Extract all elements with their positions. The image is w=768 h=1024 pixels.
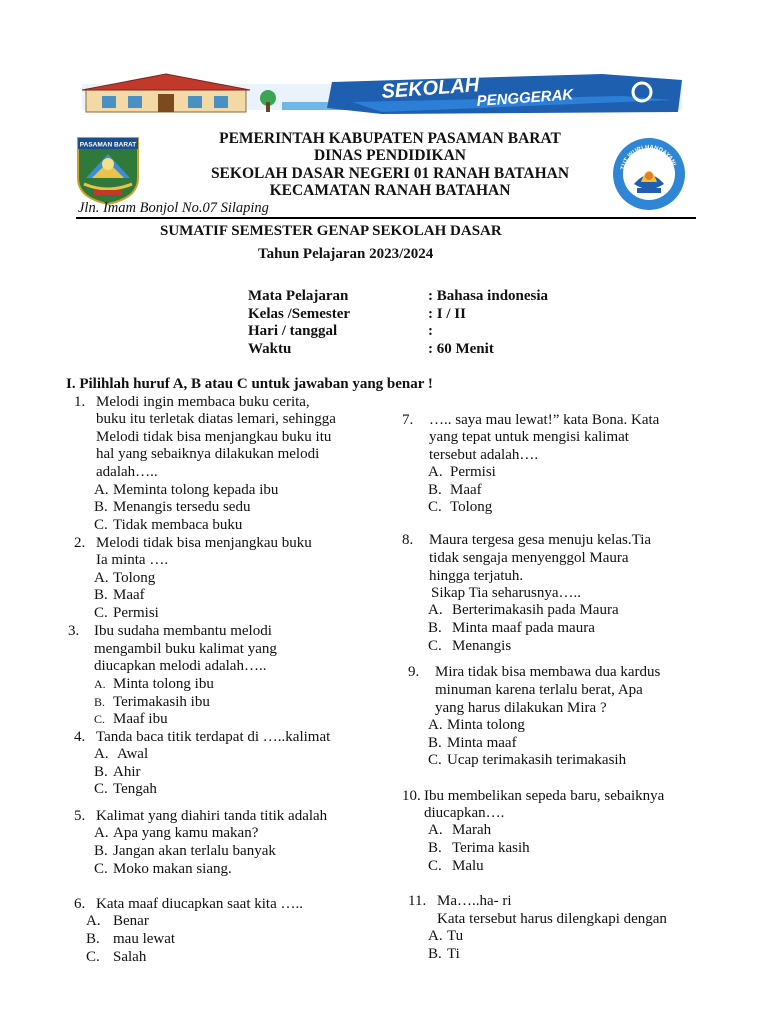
option-letter: B.	[428, 735, 442, 751]
option-letter: B.	[428, 946, 442, 962]
question-text: minuman karena terlalu berat, Apa	[435, 682, 643, 698]
pasaman-barat-emblem	[74, 134, 142, 206]
option-text: Tengah	[113, 781, 157, 797]
question-text: buku itu terletak diatas lemari, sehingga	[96, 411, 336, 427]
question-number: 2.	[74, 535, 86, 551]
option-letter: B.	[428, 620, 442, 636]
question-text: tidak sengaja menyenggol Maura	[429, 550, 629, 566]
letterhead-line-1: PEMERINTAH KABUPATEN PASAMAN BARAT	[219, 130, 561, 147]
svg-text:PENGGERAK: PENGGERAK	[476, 86, 574, 110]
question-text: Mira tidak bisa membawa dua kardus	[435, 664, 661, 680]
question-text: yang tepat untuk mengisi kalimat	[429, 429, 629, 445]
option-text: Tolong	[450, 499, 493, 515]
svg-text:TUT WURI HANDAYANI: TUT WURI HANDAYANI	[620, 144, 677, 171]
question-text: Kalimat yang diahiri tanda titik adalah	[96, 808, 328, 824]
question-text: Melodi ingin membaca buku cerita,	[96, 394, 310, 410]
info-row-date	[248, 323, 588, 341]
info-value: : 60 Menit	[428, 341, 494, 357]
info-label: Waktu	[248, 341, 292, 357]
option-text: Meminta tolong kepada ibu	[113, 482, 279, 498]
question-text: tersebut adalah….	[429, 447, 539, 463]
option-letter: C.	[94, 517, 108, 533]
option-text: Terima kasih	[452, 840, 530, 856]
option-letter: B.	[86, 931, 100, 947]
question-number: 3.	[68, 623, 80, 639]
option-letter: A.	[428, 928, 443, 944]
info-row-subject	[248, 288, 588, 306]
info-value: :	[428, 323, 433, 339]
option-letter: A.	[94, 746, 109, 762]
option-letter: C.	[428, 499, 442, 515]
letterhead-divider	[76, 217, 696, 219]
question-number: 11.	[408, 893, 427, 909]
option-letter: B.	[94, 843, 108, 859]
question-number: 7.	[402, 412, 414, 428]
school-address: Jln. Imam Bonjol No.07 Silaping	[78, 200, 269, 216]
info-value: : I / II	[428, 306, 466, 322]
question-number: 5.	[74, 808, 86, 824]
option-letter: B.	[428, 840, 442, 856]
option-text: Permisi	[450, 464, 496, 480]
info-row-class	[248, 306, 588, 324]
question-text: Ibu sudaha membantu melodi	[94, 623, 272, 639]
option-letter: C.	[94, 712, 106, 726]
question-text: hal yang sebaiknya dilakukan melodi	[96, 446, 320, 462]
option-text: Jangan akan terlalu banyak	[113, 843, 276, 859]
option-text: Permisi	[113, 605, 159, 621]
letterhead-line-4: KECAMATAN RANAH BATAHAN	[269, 182, 511, 199]
option-text: Minta tolong ibu	[113, 676, 214, 692]
option-letter: A.	[94, 825, 109, 841]
exam-title: SUMATIF SEMESTER GENAP SEKOLAH DASAR	[160, 223, 502, 239]
question-text: diucapkan melodi adalah…..	[94, 658, 267, 674]
option-letter: A.	[94, 677, 106, 691]
question-text: Kata maaf diucapkan saat kita …..	[96, 896, 303, 912]
info-label: Mata Pelajaran	[248, 288, 349, 304]
info-value: : Bahasa indonesia	[428, 288, 549, 304]
question-text: Sikap Tia seharusnya…..	[431, 585, 581, 601]
option-text: Berterimakasih pada Maura	[452, 602, 619, 618]
info-label: Kelas /Semester	[248, 306, 351, 322]
option-letter: C.	[86, 949, 100, 965]
question-text: ….. saya mau lewat!” kata Bona. Kata	[429, 412, 660, 428]
question-text: Tanda baca titik terdapat di …..kalimat	[96, 729, 331, 745]
option-text: Tolong	[113, 570, 156, 586]
question-text: Melodi tidak bisa menjangkau buku itu	[96, 429, 332, 445]
question-text: adalah…..	[96, 464, 158, 480]
svg-text:PASAMAN BARAT: PASAMAN BARAT	[79, 141, 137, 149]
option-text: Benar	[113, 913, 149, 929]
option-letter: C.	[94, 605, 108, 621]
letterhead-line-3: SEKOLAH DASAR NEGERI 01 RANAH BATAHAN	[210, 165, 570, 182]
penggerak-ribbon	[327, 74, 682, 114]
question-text: Ibu membelikan sepeda baru, sebaiknya	[424, 788, 665, 804]
option-letter: C.	[428, 858, 442, 874]
option-text: Ucap terimakasih terimakasih	[447, 752, 627, 768]
option-letter: C.	[428, 752, 442, 768]
question-number: 10.	[402, 788, 421, 804]
question-number: 1.	[74, 394, 86, 410]
option-text: Maaf ibu	[113, 711, 168, 727]
question-text: Ia minta ….	[96, 552, 169, 568]
question-text: yang harus dilakukan Mira ?	[435, 700, 607, 716]
option-text: Menangis	[452, 638, 512, 654]
section-instruction: I. Pilihlah huruf A, B atau C untuk jawaban yang benar !	[66, 376, 433, 392]
option-letter: A.	[94, 482, 109, 498]
question-text: Kata tersebut harus dilengkapi dengan	[437, 911, 667, 927]
question-text: hingga terjatuh.	[429, 568, 524, 584]
option-letter: A.	[86, 913, 101, 929]
option-text: Awal	[117, 746, 149, 762]
question-number: 9.	[408, 664, 420, 680]
question-text: Maura tergesa gesa menuju kelas.Tia	[429, 532, 652, 548]
question-text: mengambil buku kalimat yang	[94, 641, 277, 657]
option-text: Apa yang kamu makan?	[113, 825, 259, 841]
option-letter: A.	[428, 602, 443, 618]
option-letter: B.	[94, 587, 108, 603]
question-text: diucapkan….	[424, 805, 505, 821]
letterhead-line-2: DINAS PENDIDIKAN	[313, 147, 466, 164]
option-letter: B.	[428, 482, 442, 498]
option-text: Minta maaf pada maura	[452, 620, 595, 636]
option-text: Ti	[447, 946, 460, 962]
option-letter: C.	[94, 781, 108, 797]
question-text: Ma…..ha- ri	[437, 893, 512, 909]
question-number: 6.	[74, 896, 86, 912]
option-text: Tidak membaca buku	[113, 517, 243, 533]
option-letter: A.	[428, 717, 443, 733]
option-text: Malu	[452, 858, 484, 874]
option-text: mau lewat	[113, 931, 176, 947]
option-letter: A.	[94, 570, 109, 586]
option-text: Marah	[452, 822, 492, 838]
option-text: Moko makan siang.	[113, 861, 232, 877]
sekolah-penggerak-banner	[82, 72, 682, 116]
option-text: Tu	[447, 928, 464, 944]
option-letter: C.	[428, 638, 442, 654]
info-label: Hari / tanggal	[248, 323, 338, 339]
option-text: Ahir	[113, 764, 141, 780]
option-text: Salah	[113, 949, 147, 965]
option-letter: A.	[428, 822, 443, 838]
svg-text:SEKOLAH: SEKOLAH	[380, 74, 480, 103]
option-letter: C.	[94, 861, 108, 877]
option-letter: B.	[94, 764, 108, 780]
option-letter: A.	[428, 464, 443, 480]
question-number: 8.	[402, 532, 414, 548]
option-text: Terimakasih ibu	[113, 694, 210, 710]
option-letter: B.	[94, 499, 108, 515]
question-number: 4.	[74, 729, 86, 745]
option-text: Maaf	[450, 482, 482, 498]
info-row-time	[248, 341, 588, 359]
option-text: Maaf	[113, 587, 145, 603]
exam-year: Tahun Pelajaran 2023/2024	[258, 246, 434, 262]
option-text: Minta maaf	[447, 735, 517, 751]
option-letter: B.	[94, 695, 106, 709]
question-text: Melodi tidak bisa menjangkau buku	[96, 535, 312, 551]
option-text: Menangis tersedu sedu	[113, 499, 251, 515]
option-text: Minta tolong	[447, 717, 525, 733]
